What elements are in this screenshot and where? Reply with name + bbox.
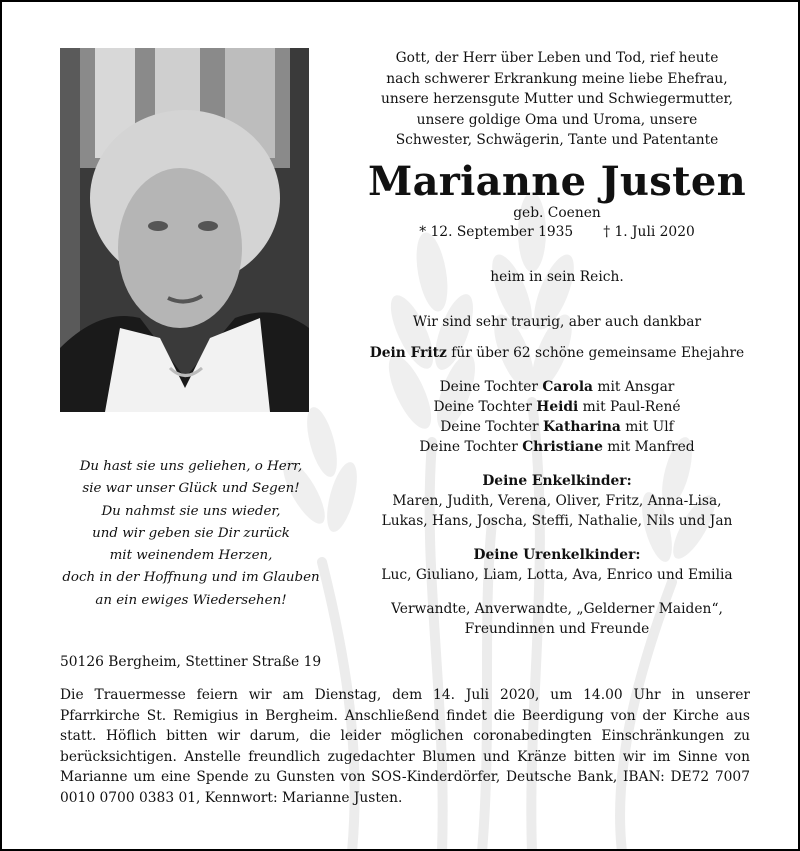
- details-line: Die Trauermesse feiern wir am Dienstag, dem 14. Juli 2020, um 14.00 Uhr in unserer: [60, 687, 750, 703]
- daughter-line: [347, 437, 767, 457]
- daughter-line: [347, 377, 767, 397]
- daughter-partner: mit Ulf: [620, 418, 674, 435]
- poem-line: an ein ewiges Wiedersehen!: [95, 592, 287, 608]
- poem-line: und wir geben sie Dir zurück: [92, 525, 290, 541]
- grandchildren-section: [347, 471, 767, 531]
- intro-text: [347, 48, 767, 151]
- birth-date: * 12. September 1935: [419, 223, 574, 240]
- relatives-line: Verwandte, Anverwandte, „Gelderner Maiden“,: [391, 600, 723, 617]
- daughter-prefix: Deine Tochter: [439, 378, 543, 395]
- details-line: Pfarrkirche St. Remigius in Bergheim. Anschließend findet die Beerdigung von der Kirche aus: [60, 707, 750, 724]
- poem-line: Du hast sie uns geliehen, o Herr,: [79, 459, 303, 474]
- spouse-name: Dein Fritz: [369, 344, 447, 361]
- poem: [46, 456, 336, 612]
- daughter-partner: mit Paul-René: [578, 398, 681, 415]
- deceased-name: Marianne Justen: [368, 157, 746, 205]
- daughter-prefix: Deine Tochter: [440, 418, 544, 435]
- address: 50126 Bergheim, Stettiner Straße 19: [60, 654, 322, 670]
- heim-text: heim in sein Reich.: [490, 268, 624, 285]
- birth-name: geb. Coenen: [513, 204, 601, 221]
- poem-line: mit weinendem Herzen,: [109, 548, 273, 564]
- details-line: 0010 0700 0383 01, Kennwort: Marianne Justen.: [60, 789, 403, 806]
- relatives-line: Freundinnen und Freunde: [464, 620, 650, 637]
- daughter-partner: mit Ansgar: [593, 378, 675, 395]
- daughters-list: [347, 377, 767, 457]
- daughter-name: Christiane: [522, 438, 603, 455]
- daughter-prefix: Deine Tochter: [433, 398, 537, 415]
- poem-line: doch in der Hoffnung und im Glauben: [62, 570, 320, 586]
- daughter-name: Katharina: [543, 418, 621, 435]
- life-dates: [347, 222, 767, 242]
- great-grandchildren-heading: Deine Urenkelkinder:: [473, 546, 641, 563]
- death-date: † 1. Juli 2020: [603, 223, 695, 240]
- daughter-line: [347, 397, 767, 417]
- daughter-partner: mit Manfred: [602, 438, 695, 455]
- daughter-line: [347, 417, 767, 437]
- traurig-text: Wir sind sehr traurig, aber auch dankbar: [412, 313, 702, 330]
- intro-line: unsere herzensgute Mutter und Schwiegermutter,: [381, 91, 733, 108]
- details-line: statt. Höflich bitten wir darum, die leider möglichen coronabedingten Einschränkungen zu: [60, 728, 750, 745]
- daughter-name: Heidi: [536, 398, 579, 415]
- great-grandchildren-section: [347, 545, 767, 585]
- portrait-photo: [60, 48, 309, 412]
- funeral-details: [60, 685, 750, 809]
- grandchildren-line: Lukas, Hans, Joscha, Steffi, Nathalie, Nils und Jan: [381, 512, 733, 529]
- intro-line: nach schwerer Erkrankung meine liebe Ehefrau,: [386, 70, 728, 87]
- poem-line: Du nahmst sie uns wieder,: [101, 503, 281, 519]
- details-line: Marianne um eine Spende zu Gunsten von SOS-Kinderdörfer, Deutsche Bank, IBAN: DE72 7007: [60, 769, 750, 786]
- intro-line: Gott, der Herr über Leben und Tod, rief heute: [395, 50, 719, 66]
- grandchildren-heading: Deine Enkelkinder:: [482, 472, 632, 489]
- announcement-column: [347, 48, 767, 639]
- details-line: berücksichtigen. Anstelle freundlich zugedachter Blumen und Kränze bitten wir im Sinne von: [60, 748, 750, 765]
- great-grandchildren-line: Luc, Giuliano, Liam, Lotta, Ava, Enrico und Emilia: [381, 566, 733, 583]
- grandchildren-line: Maren, Judith, Verena, Oliver, Fritz, Anna-Lisa,: [392, 492, 722, 509]
- spouse-text: für über 62 schöne gemeinsame Ehejahre: [446, 344, 745, 361]
- relatives-section: [347, 599, 767, 639]
- spouse-line: [347, 343, 767, 363]
- daughter-name: Carola: [542, 378, 593, 395]
- daughter-prefix: Deine Tochter: [419, 438, 523, 455]
- poem-line: sie war unser Glück und Segen!: [82, 481, 300, 497]
- intro-line: unsere goldige Oma und Uroma, unsere: [416, 111, 698, 128]
- intro-line: Schwester, Schwägerin, Tante und Patentante: [395, 132, 719, 149]
